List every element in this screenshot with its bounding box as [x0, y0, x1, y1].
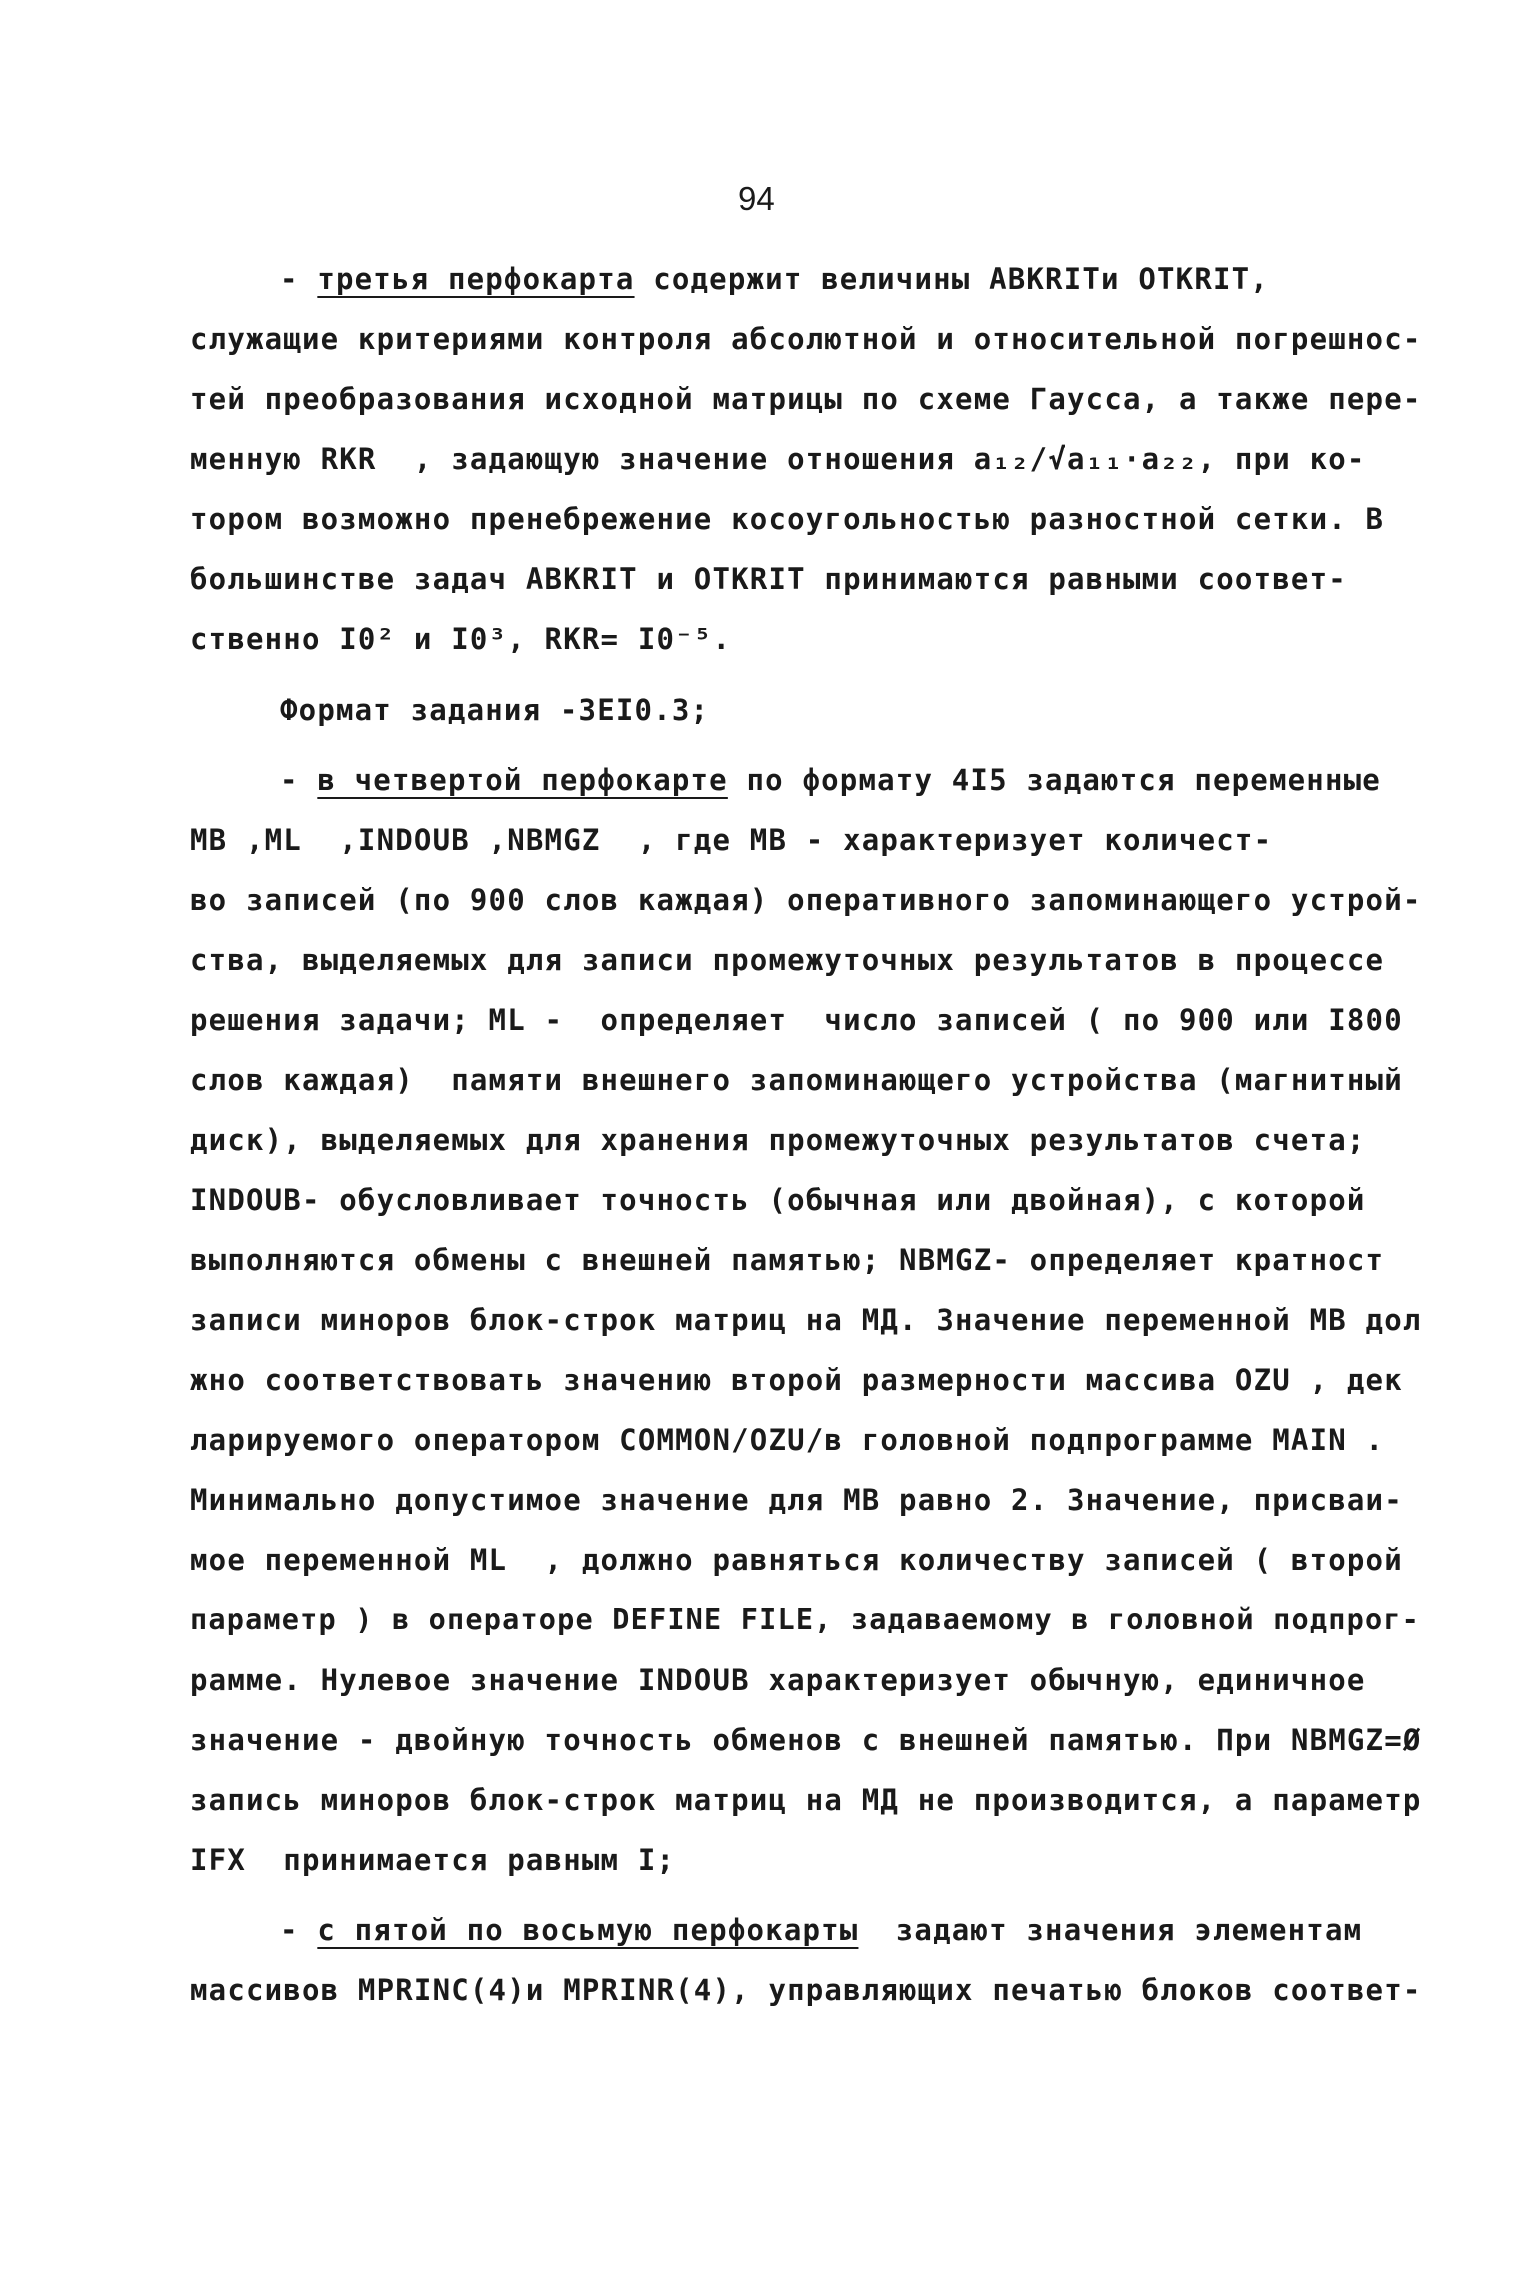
underlined-heading: третья перфокарта: [317, 262, 635, 296]
text-line: массивов MPRINC(4)и MPRINR(4), управляющих печатью блоков соответ-: [190, 1973, 1422, 2007]
underlined-heading: с пятой по восьмую перфокарты: [317, 1913, 859, 1947]
text-line: ства, выделяемых для записи промежуточных результатов в процессе: [190, 943, 1385, 977]
text-line: ственно I0² и I0³, RKR= I0⁻⁵.: [190, 622, 732, 656]
text-line: параметр ) в операторе DEFINE FILE, задаваемому в головной подпрог-: [190, 1603, 1421, 1636]
text-line: диск), выделяемых для хранения промежуточных результатов счета;: [190, 1123, 1366, 1157]
text-line: большинстве задач ABKRIT и OTKRIT принимаются равными соответ-: [190, 562, 1347, 596]
text-line: жно соответствовать значению второй размерности массива OZU , дек: [190, 1363, 1403, 1397]
line-text: содержит величины ABKRITи OTKRIT,: [634, 262, 1269, 296]
text-line: решения задачи; ML - определяет число записей ( по 900 или I800: [190, 1003, 1403, 1037]
text-line: Формат задания -3EI0.3;: [280, 693, 710, 727]
text-line: [280, 1913, 1362, 1947]
line-prefix: -: [280, 1913, 318, 1947]
text-line: записи миноров блок-строк матриц на МД. Значение переменной MB дол: [190, 1303, 1422, 1337]
text-line: тей преобразования исходной матрицы по схеме Гаусса, а также пере-: [190, 382, 1422, 416]
text-line: ларируемого оператором COMMON/OZU/в головной подпрограмме MAIN .: [190, 1423, 1385, 1457]
line-prefix: -: [280, 262, 318, 296]
text-line: тором возможно пренебрежение косоугольностью разностной сетки. В: [190, 502, 1385, 536]
text-line: IFX принимается равным I;: [190, 1843, 676, 1877]
text-line: выполняются обмены с внешней памятью; NBMGZ- определяет кратност: [190, 1243, 1385, 1277]
line-text: по формату 4I5 задаются переменные: [727, 763, 1381, 797]
line-prefix: -: [280, 763, 318, 797]
line-text: задают значения элементам: [858, 1913, 1363, 1947]
text-line: слов каждая) памяти внешнего запоминающего устройства (магнитный: [190, 1063, 1403, 1097]
text-line: [280, 763, 1381, 797]
text-line: во записей (по 900 слов каждая) оперативного запоминающего устрой-: [190, 883, 1422, 917]
underlined-heading: в четвертой перфокарте: [317, 763, 728, 797]
text-line: мое переменной ML , должно равняться количеству записей ( второй: [190, 1543, 1403, 1577]
text-line: Минимально допустимое значение для MB равно 2. Значение, присваи-: [190, 1483, 1403, 1517]
page-number: 94: [738, 180, 775, 217]
text-line: MB ,ML ,INDOUB ,NBMGZ , где MB - характеризует количест-: [190, 823, 1273, 857]
text-line: [280, 262, 1269, 296]
text-line: INDOUB- обусловливает точность (обычная или двойная), с которой: [190, 1183, 1366, 1217]
text-line: значение - двойную точность обменов с внешней памятью. При NBMGZ=Ø: [190, 1723, 1422, 1757]
text-line: менную RKR , задающую значение отношения a₁₂/√a₁₁·a₂₂, при ко-: [190, 442, 1366, 476]
text-line: служащие критериями контроля абсолютной и относительной погрешнос-: [190, 322, 1422, 356]
text-line: запись миноров блок-строк матриц на МД не производится, а параметр: [190, 1783, 1422, 1817]
text-line: рамме. Нулевое значение INDOUB характеризует обычную, единичное: [190, 1663, 1366, 1697]
